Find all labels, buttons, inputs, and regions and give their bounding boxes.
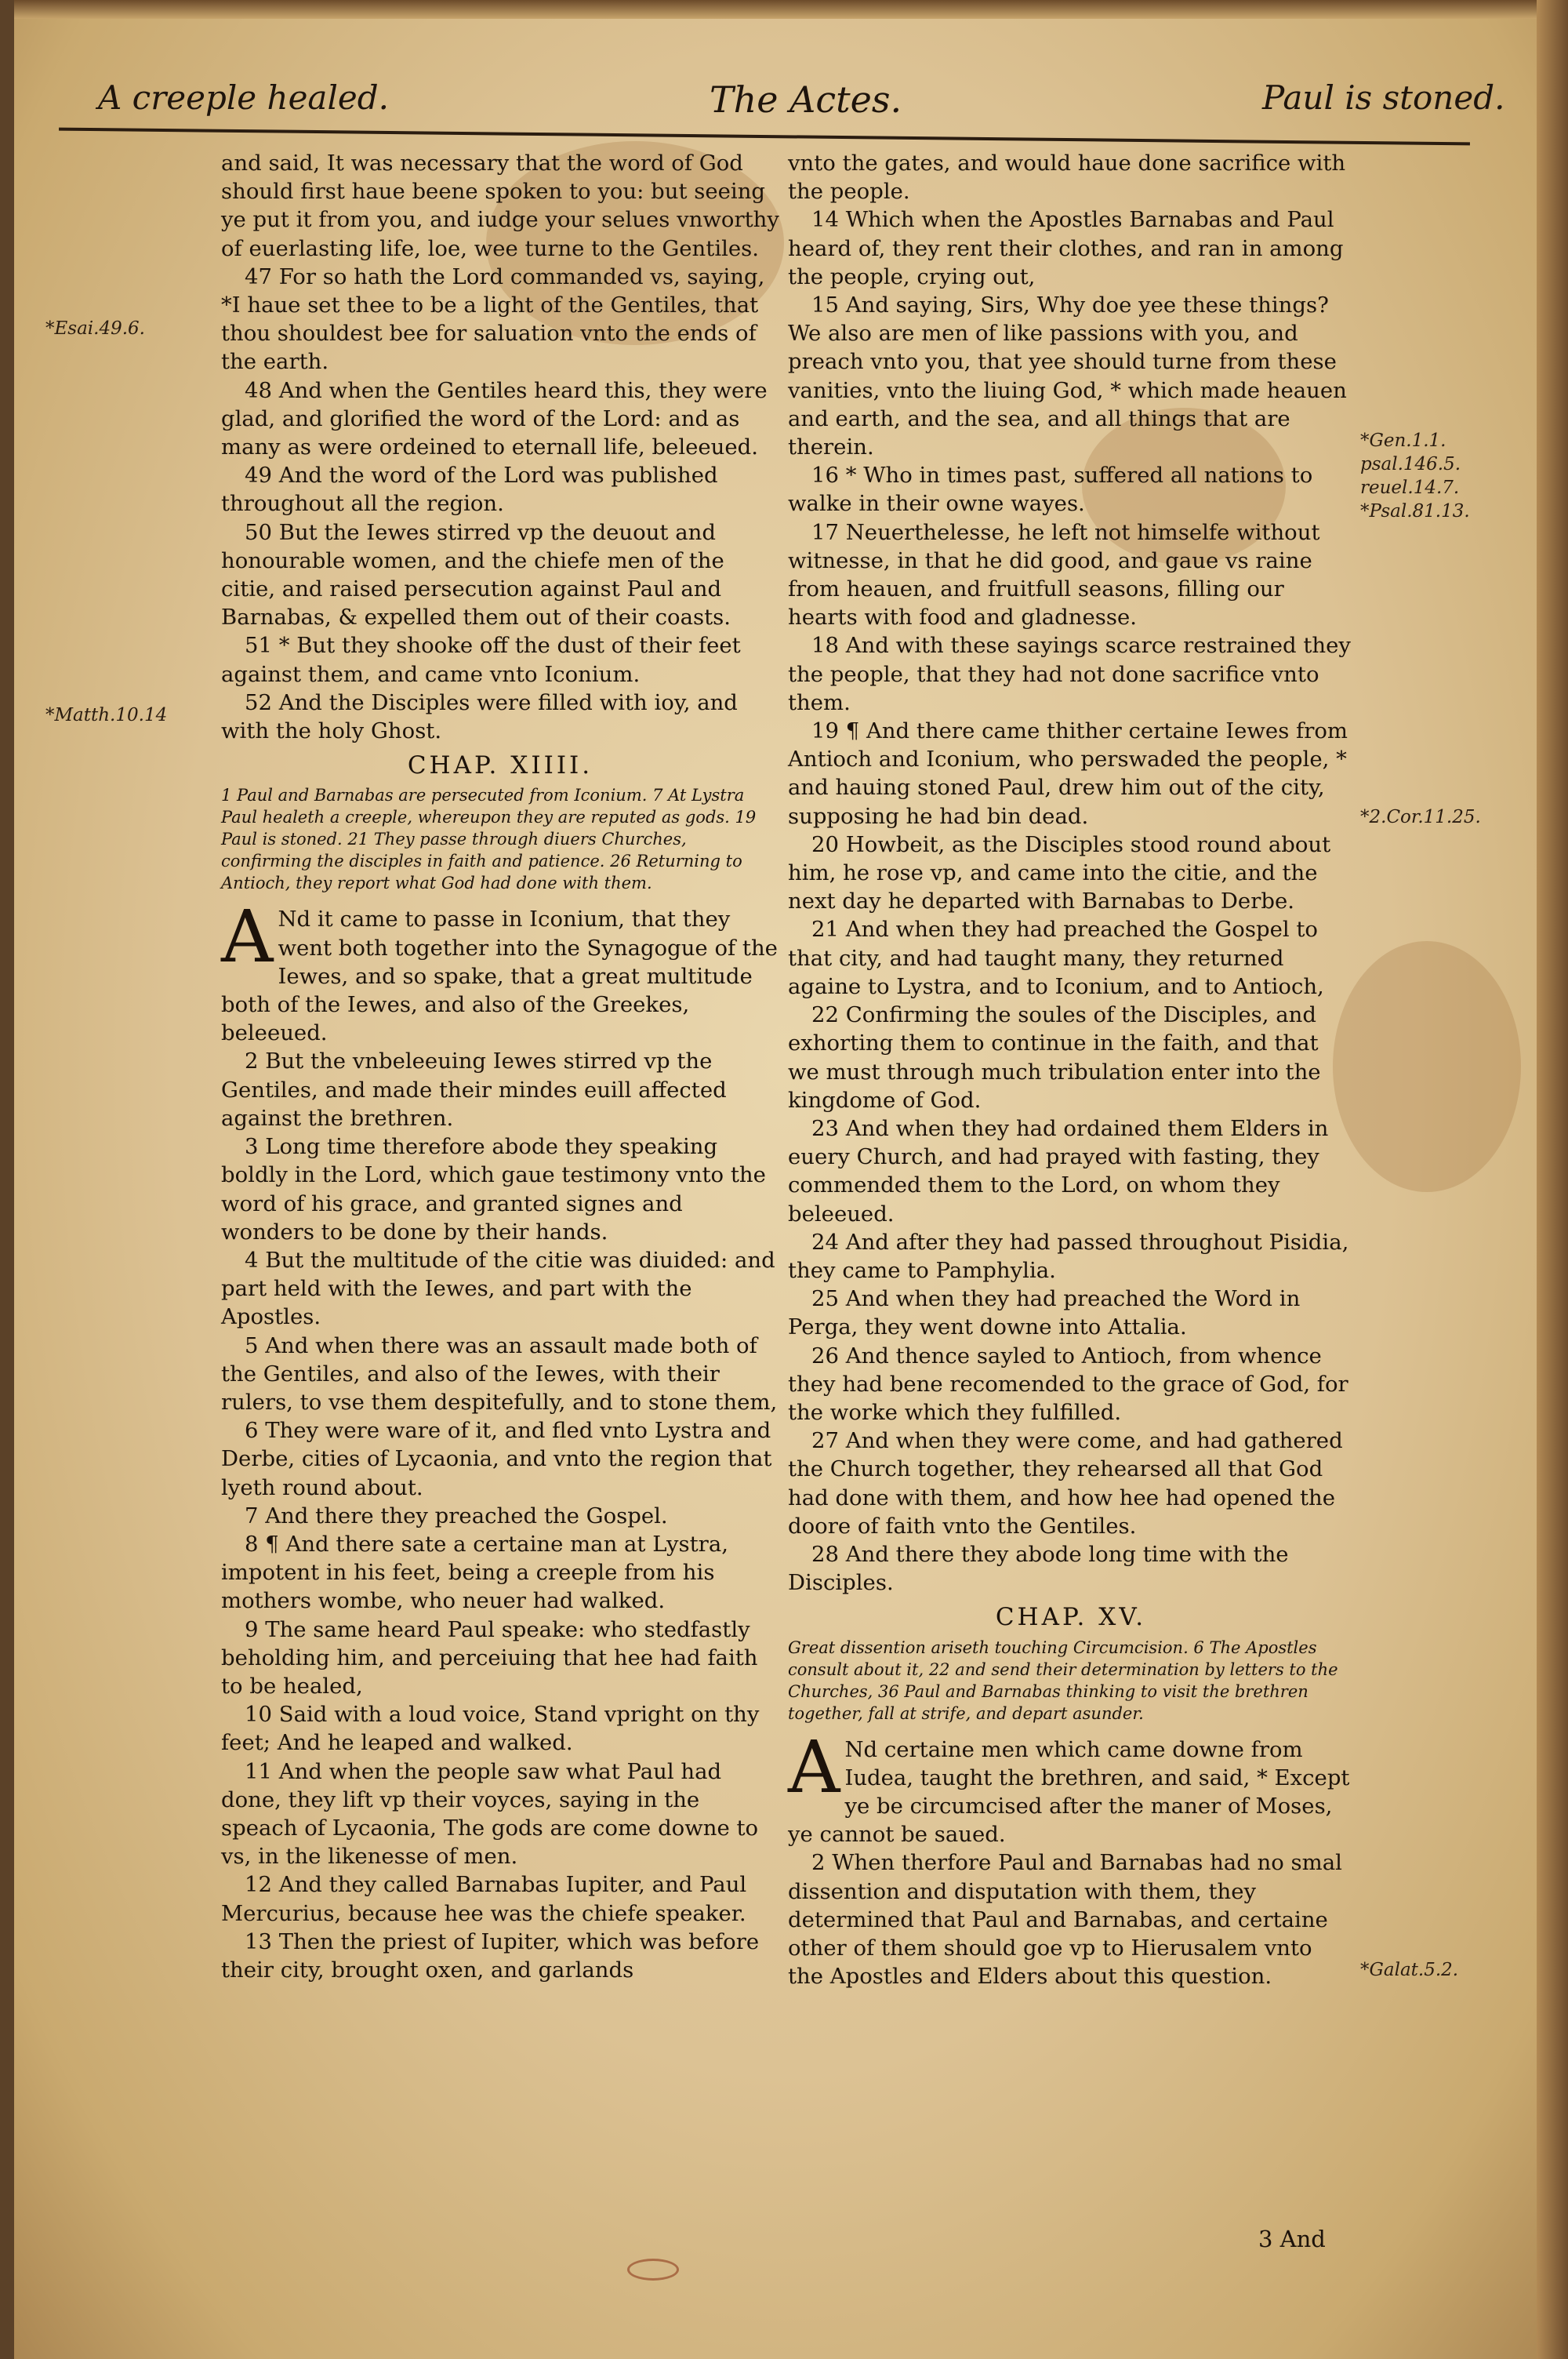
drop-capital: A — [788, 1725, 840, 1809]
verse: 2 But the vnbeleeuing Iewes stirred vp the Gentiles, and made their mindes euill affected against the brethren. — [221, 1049, 727, 1131]
verse: 7 And there they preached the Gospel. — [245, 1503, 668, 1528]
verse: 8 ¶ And there sate a certaine man at Lystra, impotent in his feet, being a creeple from his mothers wombe, who neuer had walked. — [221, 1531, 728, 1614]
margin-note: *Gen.1.1. — [1360, 431, 1446, 451]
chapter-summary: 1 Paul and Barnabas are persecuted from Iconium. 7 At Lystra Paul healeth a creeple, whereupon they are reputed as gods. 19 Paul is stoned. 21 They passe through diuers Churches, confirming the disciples in faith and patience. 26 Returning to Antioch, they report what God had done with them. — [221, 786, 757, 893]
verse: 50 But the Iewes stirred vp the deuout and honourable women, and the chiefe men of the citie, and raised persecution against Paul and Barnabas, & expelled them out of their coasts. — [221, 519, 731, 631]
left-column — [221, 149, 779, 1984]
margin-note: *Psal.81.13. — [1360, 501, 1470, 522]
running-head-left: A creeple healed. — [98, 78, 389, 117]
running-head-right: Paul is stoned. — [1262, 78, 1505, 117]
chapter-opening — [788, 1725, 1354, 1849]
chapter-heading: CHAP. XV. — [995, 1603, 1147, 1632]
verse: 23 And when they had ordained them Elders in euery Church, and had prayed with fasting, they commended them to the Lord, on whom they beleeued. — [788, 1115, 1329, 1227]
verse: 2 When therfore Paul and Barnabas had no smal dissention and disputation with them, they determined that Paul and Barnabas, and certaine other of them should goe vp to Hierusalem vnto the Apostles and Elders about this question. — [788, 1850, 1342, 1990]
verse: 15 And saying, Sirs, Why doe yee these things? We also are men of like passions with you, and preach vnto you, that yee should turne from these vanities, vnto the liuing God, * which made heauen and earth, and the sea, and all things that are therein. — [788, 293, 1347, 460]
opening-text: Nd certaine men which came downe from Iudea, taught the brethren, and said, * Except ye be circumcised after the maner of Moses, ye cannot be saued. — [788, 1736, 1350, 1848]
verse: 48 And when the Gentiles heard this, they were glad, and glorified the word of the Lord: and as many as were ordeined to eternall life, beleeued. — [221, 377, 768, 460]
verse: 49 And the word of the Lord was published throughout all the region. — [221, 463, 718, 517]
verse: 4 But the multitude of the citie was diuided: and part held with the Iewes, and part with the Apostles. — [221, 1247, 775, 1330]
verse: 27 And when they were come, and had gathered the Church together, they rehearsed all that God had done with them, and how hee had opened the doore of faith vnto the Gentiles. — [788, 1428, 1343, 1539]
verse: 9 The same heard Paul speake: who stedfastly beholding him, and perceiuing that hee had faith to be healed, — [221, 1616, 758, 1699]
margin-note: *Esai.49.6. — [45, 318, 145, 339]
drop-capital: A — [221, 895, 274, 980]
opening-text: Nd it came to passe in Iconium, that they went both together into the Synagogue of the Iewes, and so spake, that a great multitude both of the Iewes, and also of the Greekes, beleeued. — [221, 907, 778, 1046]
chapter-opening — [221, 895, 779, 1047]
margin-note: *2.Cor.11.25. — [1360, 807, 1481, 827]
page-right-edge — [1537, 0, 1568, 2359]
margin-note: *Matth.10.14 — [45, 705, 168, 725]
chapter-heading: CHAP. XIIII. — [407, 751, 593, 780]
verse: 22 Confirming the soules of the Disciples, and exhorting them to continue in the faith, and that we must through much tribulation enter into the kingdome of God. — [788, 1002, 1321, 1113]
verse: 21 And when they had preached the Gospel to that city, and had taught many, they returned againe to Lystra, and to Iconium, and to Antioch, — [788, 917, 1324, 999]
page-left-edge — [0, 0, 14, 2359]
verse: 16 * Who in times past, suffered all nations to walke in their owne wayes. — [788, 463, 1313, 517]
verse: 10 Said with a loud voice, Stand vpright on thy feet; And he leaped and walked. — [221, 1702, 760, 1756]
verse: 26 And thence sayled to Antioch, from whence they had bene recomended to the grace of God, for the worke which they fulfilled. — [788, 1343, 1348, 1425]
catchword: 3 And — [1258, 2226, 1326, 2252]
verse: 11 And when the people saw what Paul had done, they lift vp their voyces, saying in the speach of Lycaonia, The gods are come downe to vs, in the likenesse of men. — [221, 1758, 759, 1870]
verse: 12 And they called Barnabas Iupiter, and Paul Mercurius, because hee was the chiefe speaker. — [221, 1872, 747, 1926]
stamp-mark — [627, 2259, 679, 2281]
running-head-center: The Actes. — [710, 78, 902, 121]
verse: 6 They were ware of it, and fled vnto Lystra and Derbe, cities of Lycaonia, and vnto the region that lyeth round about. — [221, 1418, 772, 1500]
verse: vnto the gates, and would haue done sacrifice with the people. — [788, 151, 1346, 205]
verse: 24 And after they had passed throughout Pisidia, they came to Pamphylia. — [788, 1229, 1349, 1283]
verse: 51 * But they shooke off the dust of their feet against them, and came vnto Iconium. — [221, 633, 741, 687]
margin-note: *Galat.5.2. — [1360, 1960, 1459, 1980]
age-stain — [1333, 941, 1521, 1192]
verse: 20 Howbeit, as the Disciples stood round about him, he rose vp, and came into the citie, and the next day he departed with Barnabas to Derbe. — [788, 831, 1331, 914]
page-top-edge — [0, 0, 1568, 19]
verse: 19 ¶ And there came thither certaine Iewes from Antioch and Iconium, who perswaded the people, * and hauing stoned Paul, drew him out of the city, supposing he had bin dead. — [788, 718, 1348, 829]
margin-note: reuel.14.7. — [1360, 478, 1460, 498]
verse: 13 Then the priest of Iupiter, which was before their city, brought oxen, and garlands — [221, 1928, 760, 1983]
verse: 18 And with these sayings scarce restrained they the people, that they had not done sacrifice vnto them. — [788, 633, 1351, 715]
verse: 47 For so hath the Lord commanded vs, saying, *I haue set thee to be a light of the Gentiles, that thou shouldest bee for saluation vnto the ends of the earth. — [221, 264, 765, 375]
verse: 17 Neuerthelesse, he left not himselfe without witnesse, in that he did good, and gaue vs raine from heauen, and fruitfull seasons, filling our hearts with food and gladnesse. — [788, 519, 1320, 631]
chapter-summary: Great dissention ariseth touching Circumcision. 6 The Apostles consult about it, 22 and send their determination by letters to the Churches, 36 Paul and Barnabas thinking to visit the brethren together, fall at strife, and depart asunder. — [788, 1637, 1338, 1723]
verse: 52 And the Disciples were filled with ioy, and with the holy Ghost. — [221, 689, 738, 744]
margin-note: psal.146.5. — [1360, 454, 1461, 474]
verse: 25 And when they had preached the Word in Perga, they went downe into Attalia. — [788, 1286, 1301, 1340]
verse: and said, It was necessary that the word of God should first haue beene spoken to you: but seeing ye put it from you, and iudge your selues vnworthy of euerlasting life, loe, wee turne to the Gentiles. — [221, 151, 779, 261]
verse: 28 And there they abode long time with the Disciples. — [788, 1541, 1289, 1596]
right-column — [788, 149, 1354, 1990]
verse: 14 Which when the Apostles Barnabas and Paul heard of, they rent their clothes, and ran in among the people, crying out, — [788, 207, 1344, 289]
verse: 3 Long time therefore abode they speaking boldly in the Lord, which gaue testimony vnto the word of his grace, and granted signes and wonders to be done by their hands. — [221, 1134, 766, 1245]
verse: 5 And when there was an assault made both of the Gentiles, and also of the Iewes, with their rulers, to vse them despitefully, and to stone them, — [221, 1332, 778, 1415]
